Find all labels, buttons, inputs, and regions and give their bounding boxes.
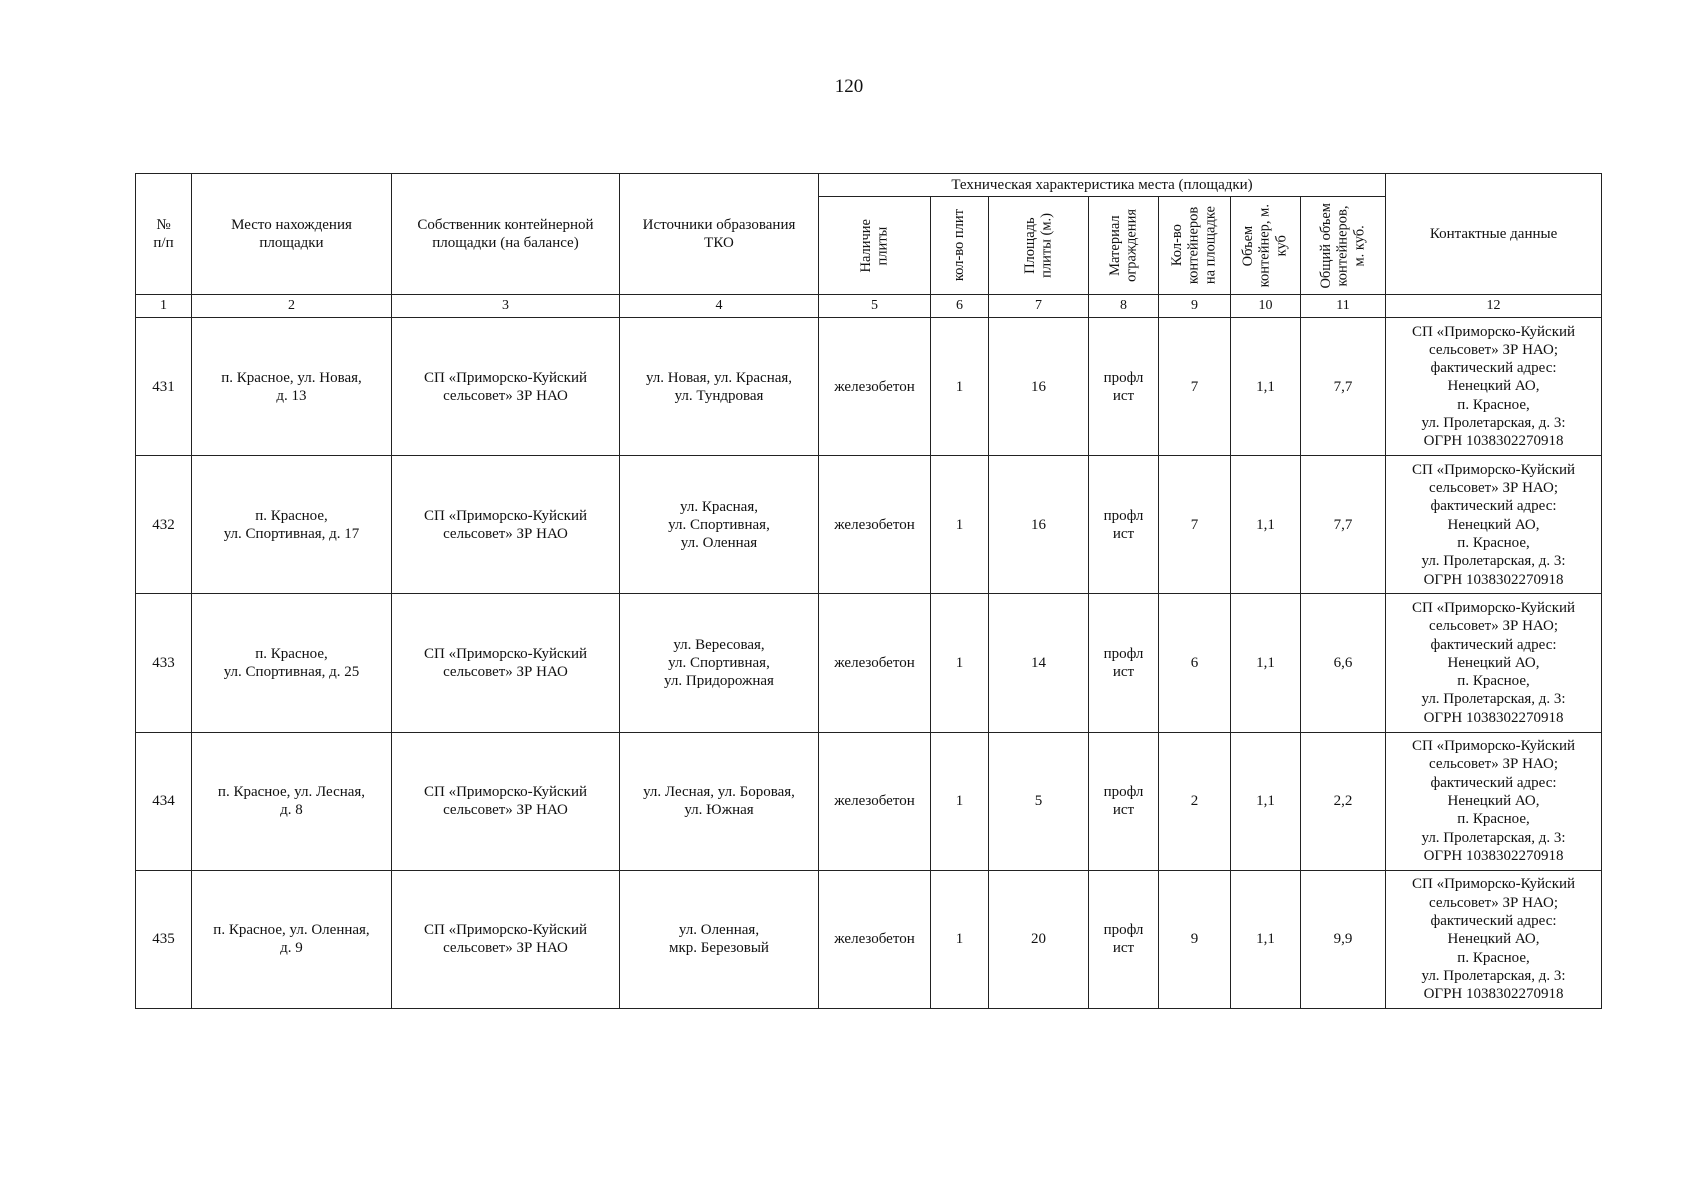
cell-sources: ул. Лесная, ул. Боровая, ул. Южная	[620, 732, 819, 870]
cell-containers: 6	[1159, 594, 1231, 732]
cell-slab-area: 14	[989, 594, 1089, 732]
cell-slab-area: 16	[989, 318, 1089, 456]
cell-container-volume: 1,1	[1231, 594, 1301, 732]
cell-slab-area: 5	[989, 732, 1089, 870]
column-number-row	[136, 295, 1602, 318]
cell-slab-count: 1	[931, 318, 989, 456]
cell-number: 433	[136, 594, 192, 732]
cell-total-volume: 6,6	[1301, 594, 1386, 732]
cell-contacts: СП «Приморско-Куйский сельсовет» ЗР НАО; фактический адрес: Ненецкий АО, п. Красное, ул. Пролетарская, д. 3: ОГРН 1038302270918	[1386, 870, 1602, 1008]
header-contacts: Контактные данные	[1386, 174, 1602, 295]
header-slab-label: Наличие плиты	[857, 218, 891, 273]
header-slab-count-label: кол-во плит	[951, 209, 968, 282]
table-row	[136, 594, 1602, 732]
cell-owner: СП «Приморско-Куйский сельсовет» ЗР НАО	[392, 318, 620, 456]
cell-containers: 7	[1159, 318, 1231, 456]
header-tech-group: Техническая характеристика места (площадки)	[819, 174, 1386, 197]
header-container-volume-label: Объем контейнер, м. куб	[1240, 203, 1290, 288]
cell-container-volume: 1,1	[1231, 870, 1301, 1008]
table-row	[136, 456, 1602, 594]
cell-slab-area: 20	[989, 870, 1089, 1008]
header-slab-area	[989, 197, 1089, 295]
cell-slab-count: 1	[931, 456, 989, 594]
cell-location: п. Красное, ул. Оленная, д. 9	[192, 870, 392, 1008]
column-number: 2	[192, 295, 392, 318]
column-number: 11	[1301, 295, 1386, 318]
cell-fence: профл ист	[1089, 318, 1159, 456]
cell-contacts: СП «Приморско-Куйский сельсовет» ЗР НАО; фактический адрес: Ненецкий АО, п. Красное, ул. Пролетарская, д. 3: ОГРН 1038302270918	[1386, 732, 1602, 870]
cell-sources: ул. Новая, ул. Красная, ул. Тундровая	[620, 318, 819, 456]
cell-location: п. Красное, ул. Спортивная, д. 25	[192, 594, 392, 732]
cell-contacts: СП «Приморско-Куйский сельсовет» ЗР НАО; фактический адрес: Ненецкий АО, п. Красное, ул. Пролетарская, д. 3: ОГРН 1038302270918	[1386, 594, 1602, 732]
header-fence-label: Материал ограждения	[1106, 209, 1140, 282]
cell-total-volume: 7,7	[1301, 318, 1386, 456]
header-sources: Источники образования ТКО	[620, 174, 819, 295]
column-number: 5	[819, 295, 931, 318]
column-number: 8	[1089, 295, 1159, 318]
column-number: 4	[620, 295, 819, 318]
header-containers	[1159, 197, 1231, 295]
column-number: 12	[1386, 295, 1602, 318]
cell-number: 434	[136, 732, 192, 870]
cell-location: п. Красное, ул. Новая, д. 13	[192, 318, 392, 456]
cell-containers: 2	[1159, 732, 1231, 870]
cell-slab: железобетон	[819, 318, 931, 456]
header-location: Место нахождения площадки	[192, 174, 392, 295]
cell-slab: железобетон	[819, 870, 931, 1008]
cell-total-volume: 9,9	[1301, 870, 1386, 1008]
column-number: 3	[392, 295, 620, 318]
cell-slab: железобетон	[819, 456, 931, 594]
cell-slab: железобетон	[819, 594, 931, 732]
header-slab-area-label: Площадь плиты (м.)	[1021, 213, 1055, 278]
cell-location: п. Красное, ул. Лесная, д. 8	[192, 732, 392, 870]
cell-owner: СП «Приморско-Куйский сельсовет» ЗР НАО	[392, 870, 620, 1008]
cell-slab-count: 1	[931, 594, 989, 732]
header-slab-count	[931, 197, 989, 295]
cell-container-volume: 1,1	[1231, 456, 1301, 594]
table-row	[136, 318, 1602, 456]
cell-fence: профл ист	[1089, 732, 1159, 870]
cell-location: п. Красное, ул. Спортивная, д. 17	[192, 456, 392, 594]
header-total-volume	[1301, 197, 1386, 295]
cell-slab-area: 16	[989, 456, 1089, 594]
header-container-volume	[1231, 197, 1301, 295]
cell-slab-count: 1	[931, 732, 989, 870]
cell-owner: СП «Приморско-Куйский сельсовет» ЗР НАО	[392, 732, 620, 870]
header-number: № п/п	[136, 174, 192, 295]
cell-containers: 7	[1159, 456, 1231, 594]
header-owner: Собственник контейнерной площадки (на балансе)	[392, 174, 620, 295]
column-number: 6	[931, 295, 989, 318]
header-slab	[819, 197, 931, 295]
header-row-top	[136, 174, 1602, 197]
header-fence	[1089, 197, 1159, 295]
cell-owner: СП «Приморско-Куйский сельсовет» ЗР НАО	[392, 594, 620, 732]
cell-contacts: СП «Приморско-Куйский сельсовет» ЗР НАО; фактический адрес: Ненецкий АО, п. Красное, ул. Пролетарская, д. 3: ОГРН 1038302270918	[1386, 456, 1602, 594]
page-number: 120	[834, 76, 864, 97]
cell-container-volume: 1,1	[1231, 732, 1301, 870]
cell-sources: ул. Вересовая, ул. Спортивная, ул. Придорожная	[620, 594, 819, 732]
cell-fence: профл ист	[1089, 870, 1159, 1008]
cell-number: 431	[136, 318, 192, 456]
table-row	[136, 732, 1602, 870]
header-containers-label: Кол-во контейнеров на площадке	[1169, 206, 1219, 285]
header-total-volume-label: Общий объем контейнеров, м. куб.	[1318, 202, 1368, 289]
column-number: 10	[1231, 295, 1301, 318]
cell-slab: железобетон	[819, 732, 931, 870]
column-number: 1	[136, 295, 192, 318]
table-row	[136, 870, 1602, 1008]
cell-owner: СП «Приморско-Куйский сельсовет» ЗР НАО	[392, 456, 620, 594]
cell-total-volume: 2,2	[1301, 732, 1386, 870]
cell-container-volume: 1,1	[1231, 318, 1301, 456]
cell-number: 435	[136, 870, 192, 1008]
column-number: 7	[989, 295, 1089, 318]
waste-sites-table	[135, 173, 1602, 1009]
cell-fence: профл ист	[1089, 456, 1159, 594]
cell-sources: ул. Красная, ул. Спортивная, ул. Оленная	[620, 456, 819, 594]
column-number: 9	[1159, 295, 1231, 318]
cell-contacts: СП «Приморско-Куйский сельсовет» ЗР НАО; фактический адрес: Ненецкий АО, п. Красное, ул. Пролетарская, д. 3: ОГРН 1038302270918	[1386, 318, 1602, 456]
cell-slab-count: 1	[931, 870, 989, 1008]
cell-fence: профл ист	[1089, 594, 1159, 732]
cell-total-volume: 7,7	[1301, 456, 1386, 594]
cell-number: 432	[136, 456, 192, 594]
cell-sources: ул. Оленная, мкр. Березовый	[620, 870, 819, 1008]
cell-containers: 9	[1159, 870, 1231, 1008]
